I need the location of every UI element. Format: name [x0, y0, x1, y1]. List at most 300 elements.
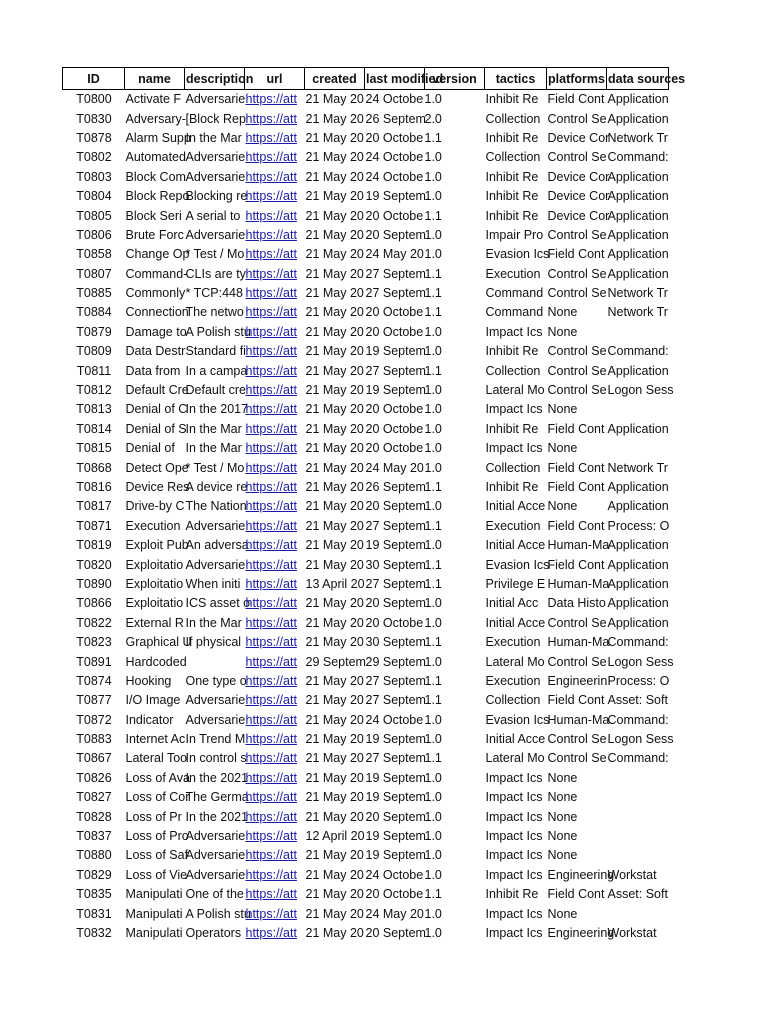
- cell-last-modified: 24 May 20: [365, 460, 424, 475]
- cell-description: A Polish stu: [185, 906, 251, 921]
- cell-description: Blocking re: [185, 189, 248, 204]
- cell-created: 21 May 20: [305, 266, 364, 281]
- cell-last-modified: 24 Octobe: [365, 867, 424, 882]
- cell-id: T0813: [76, 402, 112, 417]
- cell-description: * Test / Mo: [185, 247, 245, 262]
- cell-name: Block Seri: [125, 208, 182, 223]
- cell-platforms: None: [547, 402, 578, 417]
- cell-created: 21 May 20: [305, 538, 364, 553]
- cell-description: [Block Rep: [185, 111, 246, 126]
- cell-created: 21 May 20: [305, 305, 364, 320]
- cell-created: 21 May 20: [305, 635, 364, 650]
- cell-created: 21 May 20: [305, 189, 364, 204]
- cell-description: A Polish stu: [185, 324, 251, 339]
- cell-url[interactable]: https://att: [245, 189, 297, 204]
- cell-url[interactable]: https://att: [245, 247, 297, 262]
- cell-created: 21 May 20: [305, 673, 364, 688]
- table-row: [63, 342, 669, 361]
- cell-url[interactable]: https://att: [245, 169, 297, 184]
- cell-id: T0817: [76, 499, 112, 514]
- cell-platforms: Human-Ma: [547, 576, 610, 591]
- cell-version: 1.1: [424, 480, 442, 494]
- cell-url[interactable]: https://att: [245, 305, 297, 320]
- cell-created: 13 April 20: [305, 576, 365, 591]
- cell-platforms: Field Cont: [547, 92, 605, 107]
- cell-tactics: Execution: [485, 635, 541, 650]
- cell-data-sources: Application: [607, 266, 669, 281]
- table-row: [63, 885, 669, 904]
- cell-description: Adversarie: [185, 557, 246, 572]
- cell-url[interactable]: https://att: [245, 925, 297, 940]
- cell-last-modified: 20 Octobe: [365, 887, 424, 902]
- cell-platforms: Field Cont: [547, 557, 605, 572]
- cell-last-modified: 24 Octobe: [365, 150, 424, 165]
- cell-data-sources: Application: [607, 363, 669, 378]
- cell-platforms: Field Cont: [547, 518, 605, 533]
- cell-name: Drive-by C: [125, 499, 185, 514]
- table-row: [63, 730, 669, 749]
- header-tactics[interactable]: tactics: [485, 68, 547, 90]
- cell-url[interactable]: https://att: [245, 596, 297, 611]
- cell-platforms: Device Cor: [547, 208, 610, 223]
- cell-created: 21 May 20: [305, 402, 364, 417]
- cell-data-sources: [607, 846, 669, 865]
- cell-name: Loss of Ava: [125, 770, 190, 785]
- cell-version: 1.1: [424, 208, 442, 223]
- cell-data-sources: [607, 904, 669, 923]
- header-data-sources[interactable]: data sources: [607, 68, 669, 90]
- cell-tactics: Execution: [485, 266, 541, 281]
- cell-tactics: Collection: [485, 111, 541, 126]
- cell-name: External R: [125, 615, 184, 630]
- cell-name: Exploitatio: [125, 557, 184, 572]
- cell-tactics: Initial Acce: [485, 732, 546, 747]
- cell-url[interactable]: https://att: [245, 130, 297, 145]
- header-created[interactable]: created: [305, 68, 365, 90]
- cell-platforms: Field Cont: [547, 480, 605, 494]
- cell-description: CLIs are ty: [185, 266, 246, 281]
- cell-id: T0805: [76, 208, 112, 223]
- header-url[interactable]: url: [245, 68, 305, 90]
- cell-name: Hooking: [125, 673, 172, 688]
- table-row: [63, 206, 669, 225]
- cell-version: 1.1: [424, 518, 442, 533]
- cell-version: 1.0: [424, 712, 442, 727]
- cell-version: 1.0: [424, 383, 442, 398]
- cell-description: Adversarie: [185, 518, 246, 533]
- cell-version: 1.0: [424, 829, 442, 844]
- cell-description: Adversarie: [185, 169, 246, 184]
- cell-url[interactable]: https://att: [245, 732, 297, 747]
- cell-version: 1.1: [424, 305, 442, 320]
- cell-tactics: Impact Ics: [485, 402, 543, 417]
- header-version[interactable]: version: [425, 68, 485, 90]
- cell-tactics: Execution: [485, 673, 541, 688]
- cell-url[interactable]: https://att: [245, 92, 297, 107]
- table-row: [63, 284, 669, 303]
- cell-name: Internet Ac: [125, 732, 186, 747]
- cell-url[interactable]: https://att: [245, 829, 297, 844]
- cell-tactics: Inhibit Re: [485, 480, 539, 494]
- cell-url[interactable]: https://att: [245, 906, 297, 921]
- cell-url[interactable]: https://att: [245, 324, 297, 339]
- cell-url[interactable]: https://att: [245, 673, 297, 688]
- cell-last-modified: 20 Octobe: [365, 305, 424, 320]
- header-name[interactable]: name: [125, 68, 185, 90]
- header-platforms[interactable]: platforms: [547, 68, 607, 90]
- cell-tactics: Lateral Mo: [485, 383, 545, 398]
- header-id[interactable]: ID: [63, 68, 125, 90]
- cell-created: 21 May 20: [305, 518, 364, 533]
- cell-data-sources: Application: [607, 169, 669, 184]
- cell-name: Default Cre: [125, 383, 189, 398]
- cell-data-sources: Application: [607, 615, 669, 630]
- cell-tactics: Privilege E: [485, 576, 546, 591]
- cell-tactics: Inhibit Re: [485, 344, 539, 359]
- cell-url[interactable]: https://att: [245, 363, 297, 378]
- cell-tactics: Inhibit Re: [485, 189, 539, 204]
- cell-id: T0880: [76, 848, 112, 863]
- cell-tactics: Impact Ics: [485, 848, 543, 863]
- cell-created: 21 May 20: [305, 499, 364, 514]
- cell-id: T0831: [76, 906, 112, 921]
- cell-platforms: Engineering: [547, 867, 615, 882]
- cell-name: Denial of S: [125, 421, 187, 436]
- cell-url[interactable]: https://att: [245, 499, 297, 514]
- cell-created: 21 May 20: [305, 809, 364, 824]
- cell-platforms: None: [547, 324, 578, 339]
- table-row: [63, 827, 669, 846]
- cell-tactics: Impact Ics: [485, 867, 543, 882]
- table-row: [63, 691, 669, 710]
- cell-last-modified: 19 Septem: [365, 538, 426, 553]
- cell-platforms: Device Cor: [547, 130, 610, 145]
- cell-tactics: Inhibit Re: [485, 887, 539, 902]
- cell-id: T0837: [76, 829, 112, 844]
- cell-created: 21 May 20: [305, 693, 364, 708]
- cell-platforms: None: [547, 809, 578, 824]
- cell-name: Denial of C: [125, 402, 188, 417]
- cell-description: Adversarie: [185, 227, 246, 242]
- cell-version: 1.1: [424, 130, 442, 145]
- cell-version: 1.0: [424, 499, 442, 514]
- cell-url[interactable]: https://att: [245, 770, 297, 785]
- cell-description: The Germa: [185, 790, 249, 805]
- cell-name: Loss of Saf: [125, 848, 189, 863]
- cell-data-sources: [607, 323, 669, 342]
- cell-last-modified: 26 Septem: [365, 111, 426, 126]
- table-row: [63, 497, 669, 516]
- cell-name: Command-: [125, 266, 188, 281]
- cell-created: 21 May 20: [305, 286, 364, 301]
- cell-platforms: Data Histo: [547, 596, 606, 611]
- cell-url[interactable]: https://att: [245, 286, 297, 301]
- table-row: [63, 555, 669, 574]
- cell-tactics: Collection: [485, 150, 541, 165]
- cell-name: Manipulati: [125, 906, 183, 921]
- cell-last-modified: 20 Septem: [365, 596, 426, 611]
- cell-id: T0823: [76, 635, 112, 650]
- cell-last-modified: 19 Septem: [365, 770, 426, 785]
- cell-data-sources: Workstat: [607, 867, 657, 882]
- table-row: [63, 226, 669, 245]
- cell-url[interactable]: https://att: [245, 654, 297, 669]
- cell-id: T0815: [76, 441, 112, 456]
- cell-url[interactable]: https://att: [245, 867, 297, 882]
- cell-last-modified: 20 Octobe: [365, 421, 424, 436]
- cell-data-sources: [607, 769, 669, 788]
- cell-name: Damage to: [125, 324, 187, 339]
- cell-platforms: None: [547, 499, 578, 514]
- cell-platforms: Control Se: [547, 266, 607, 281]
- cell-url[interactable]: https://att: [245, 421, 297, 436]
- cell-url[interactable]: https://att: [245, 712, 297, 727]
- cell-url[interactable]: https://att: [245, 150, 297, 165]
- cell-version: 1.1: [424, 887, 442, 902]
- table-row: [63, 904, 669, 923]
- cell-name: Exploitatio: [125, 596, 184, 611]
- cell-version: 1.0: [424, 92, 442, 107]
- cell-name: Commonly: [125, 286, 186, 301]
- cell-platforms: Engineering: [547, 925, 615, 940]
- table-row: [63, 439, 669, 458]
- cell-data-sources: Process: O: [607, 673, 670, 688]
- cell-name: Manipulati: [125, 925, 183, 940]
- cell-url[interactable]: https://att: [245, 635, 297, 650]
- cell-data-sources: Application: [607, 576, 669, 591]
- cell-url[interactable]: https://att: [245, 227, 297, 242]
- cell-data-sources: Command:: [607, 344, 669, 359]
- cell-url[interactable]: https://att: [245, 402, 297, 417]
- cell-data-sources: [607, 788, 669, 807]
- cell-description: A serial to: [185, 208, 241, 223]
- cell-created: 21 May 20: [305, 227, 364, 242]
- cell-data-sources: Command:: [607, 635, 669, 650]
- cell-url[interactable]: https://att: [245, 887, 297, 902]
- cell-last-modified: 20 Septem: [365, 925, 426, 940]
- table-row: [63, 129, 669, 148]
- table-row: [63, 109, 669, 128]
- cell-platforms: Control Se: [547, 344, 607, 359]
- cell-name: Indicator: [125, 712, 174, 727]
- cell-platforms: Control Se: [547, 654, 607, 669]
- cell-platforms: Control Se: [547, 227, 607, 242]
- cell-created: 21 May 20: [305, 770, 364, 785]
- cell-description: In the Mar: [185, 421, 242, 436]
- cell-data-sources: Network Tr: [607, 460, 668, 475]
- cell-name: Block Repo: [125, 189, 190, 204]
- cell-url[interactable]: https://att: [245, 809, 297, 824]
- cell-id: T0814: [76, 421, 112, 436]
- cell-id: T0816: [76, 480, 112, 494]
- cell-data-sources: Application: [607, 538, 669, 553]
- cell-id: T0871: [76, 518, 112, 533]
- cell-data-sources: Application: [607, 111, 669, 126]
- cell-tactics: Impair Pro: [485, 227, 544, 242]
- cell-version: 1.0: [424, 460, 442, 475]
- table-row: [63, 478, 669, 497]
- cell-version: 1.0: [424, 615, 442, 630]
- cell-description: In the Mar: [185, 130, 242, 145]
- cell-url[interactable]: https://att: [245, 208, 297, 223]
- cell-last-modified: 24 Octobe: [365, 169, 424, 184]
- cell-tactics: Inhibit Re: [485, 92, 539, 107]
- cell-version: 1.0: [424, 596, 442, 611]
- cell-id: T0835: [76, 887, 112, 902]
- cell-id: T0826: [76, 770, 112, 785]
- cell-name: Loss of Cor: [125, 790, 190, 805]
- cell-id: T0878: [76, 130, 112, 145]
- cell-tactics: Execution: [485, 518, 541, 533]
- cell-url[interactable]: https://att: [245, 751, 297, 766]
- cell-version: 1.1: [424, 751, 442, 766]
- cell-description: If physical: [185, 635, 242, 650]
- cell-description: In the 2017: [185, 402, 249, 417]
- cell-name: Loss of Pro: [125, 829, 189, 844]
- table-row: [63, 846, 669, 865]
- cell-url[interactable]: https://att: [245, 480, 297, 494]
- cell-version: 1.1: [424, 557, 442, 572]
- cell-version: 1.0: [424, 227, 442, 242]
- cell-id: T0806: [76, 227, 112, 242]
- cell-platforms: None: [547, 829, 578, 844]
- cell-tactics: Initial Acc: [485, 596, 539, 611]
- cell-data-sources: Logon Sess: [607, 654, 674, 669]
- cell-last-modified: 24 May 20: [365, 906, 424, 921]
- cell-url[interactable]: https://att: [245, 615, 297, 630]
- cell-url[interactable]: https://att: [245, 460, 297, 475]
- cell-description: Standard fi: [185, 344, 246, 359]
- cell-platforms: Human-Ma: [547, 635, 610, 650]
- cell-last-modified: 20 Octobe: [365, 324, 424, 339]
- cell-description: Adversarie: [185, 829, 246, 844]
- cell-last-modified: 19 Septem: [365, 848, 426, 863]
- cell-last-modified: 20 Septem: [365, 227, 426, 242]
- cell-version: 1.0: [424, 169, 442, 184]
- table-row: [63, 536, 669, 555]
- cell-version: 1.0: [424, 441, 442, 456]
- cell-data-sources: Application: [607, 499, 669, 514]
- cell-name: Adversary-: [125, 111, 186, 126]
- cell-platforms: Human-Ma: [547, 538, 610, 553]
- cell-last-modified: 27 Septem: [365, 673, 426, 688]
- cell-created: 21 May 20: [305, 615, 364, 630]
- cell-description: A device re: [185, 480, 248, 494]
- cell-url[interactable]: https://att: [245, 848, 297, 863]
- cell-data-sources: Application: [607, 421, 669, 436]
- cell-version: 1.1: [424, 576, 442, 591]
- cell-url[interactable]: https://att: [245, 266, 297, 281]
- cell-url[interactable]: https://att: [245, 790, 297, 805]
- cell-last-modified: 19 Septem: [365, 790, 426, 805]
- table-row: [63, 575, 669, 594]
- cell-version: 1.0: [424, 867, 442, 882]
- cell-id: T0883: [76, 732, 112, 747]
- cell-id: T0802: [76, 150, 112, 165]
- cell-last-modified: 26 Septem: [365, 480, 426, 494]
- cell-last-modified: 20 Octobe: [365, 615, 424, 630]
- cell-data-sources: Application: [607, 557, 669, 572]
- table-row: [63, 769, 669, 788]
- cell-url[interactable]: https://att: [245, 538, 297, 553]
- cell-name: Block Com: [125, 169, 186, 184]
- cell-data-sources: Network Tr: [607, 130, 668, 145]
- cell-last-modified: 20 Octobe: [365, 130, 424, 145]
- cell-id: T0809: [76, 344, 112, 359]
- cell-version: 1.0: [424, 247, 442, 262]
- cell-platforms: Control Se: [547, 363, 607, 378]
- cell-description: Adversarie: [185, 150, 246, 165]
- cell-platforms: None: [547, 906, 578, 921]
- cell-id: T0830: [76, 111, 112, 126]
- cell-platforms: Field Cont: [547, 247, 605, 262]
- cell-url[interactable]: https://att: [245, 441, 297, 456]
- cell-tactics: Inhibit Re: [485, 169, 539, 184]
- cell-created: 21 May 20: [305, 169, 364, 184]
- cell-url[interactable]: https://att: [245, 557, 297, 572]
- techniques-table: [62, 67, 686, 943]
- cell-data-sources: Application: [607, 247, 669, 262]
- cell-created: 21 May 20: [305, 596, 364, 611]
- cell-data-sources: Process: O: [607, 518, 670, 533]
- cell-version: 1.0: [424, 538, 442, 553]
- table-row: [63, 265, 669, 284]
- cell-url[interactable]: https://att: [245, 111, 297, 126]
- cell-url[interactable]: https://att: [245, 693, 297, 708]
- cell-id: T0866: [76, 596, 112, 611]
- cell-data-sources: Application: [607, 92, 669, 107]
- table-row: [63, 400, 669, 419]
- cell-platforms: Control Se: [547, 286, 607, 301]
- cell-version: 1.0: [424, 324, 442, 339]
- cell-id: T0804: [76, 189, 112, 204]
- cell-tactics: Collection: [485, 460, 541, 475]
- cell-version: 1.0: [424, 421, 442, 436]
- cell-created: 21 May 20: [305, 441, 364, 456]
- cell-data-sources: [607, 807, 669, 826]
- cell-url[interactable]: https://att: [245, 518, 297, 533]
- header-description[interactable]: description: [185, 68, 245, 90]
- cell-id: T0872: [76, 712, 112, 727]
- cell-tactics: Lateral Mo: [485, 751, 545, 766]
- cell-url[interactable]: https://att: [245, 344, 297, 359]
- cell-name: Change Op: [125, 247, 190, 262]
- cell-name: Automated: [125, 150, 186, 165]
- cell-version: 1.1: [424, 266, 442, 281]
- cell-name: Exploitatio: [125, 576, 184, 591]
- cell-tactics: Collection: [485, 363, 541, 378]
- cell-name: Connection: [125, 305, 189, 320]
- table-row: [63, 148, 669, 167]
- header-last-modified[interactable]: last modified: [365, 68, 425, 90]
- cell-last-modified: 29 Septem: [365, 654, 426, 669]
- cell-last-modified: 19 Septem: [365, 829, 426, 844]
- table-row: [63, 711, 669, 730]
- table-row: [63, 614, 669, 633]
- cell-id: T0822: [76, 615, 112, 630]
- cell-name: Detect Ope: [125, 460, 189, 475]
- cell-platforms: Field Cont: [547, 887, 605, 902]
- cell-id: T0868: [76, 460, 112, 475]
- cell-url[interactable]: https://att: [245, 576, 297, 591]
- cell-created: 21 May 20: [305, 751, 364, 766]
- cell-description: In a campa: [185, 363, 248, 378]
- cell-description: One type o: [185, 673, 247, 688]
- cell-id: T0827: [76, 790, 112, 805]
- cell-last-modified: 19 Septem: [365, 383, 426, 398]
- cell-last-modified: 20 Septem: [365, 499, 426, 514]
- cell-url[interactable]: https://att: [245, 383, 297, 398]
